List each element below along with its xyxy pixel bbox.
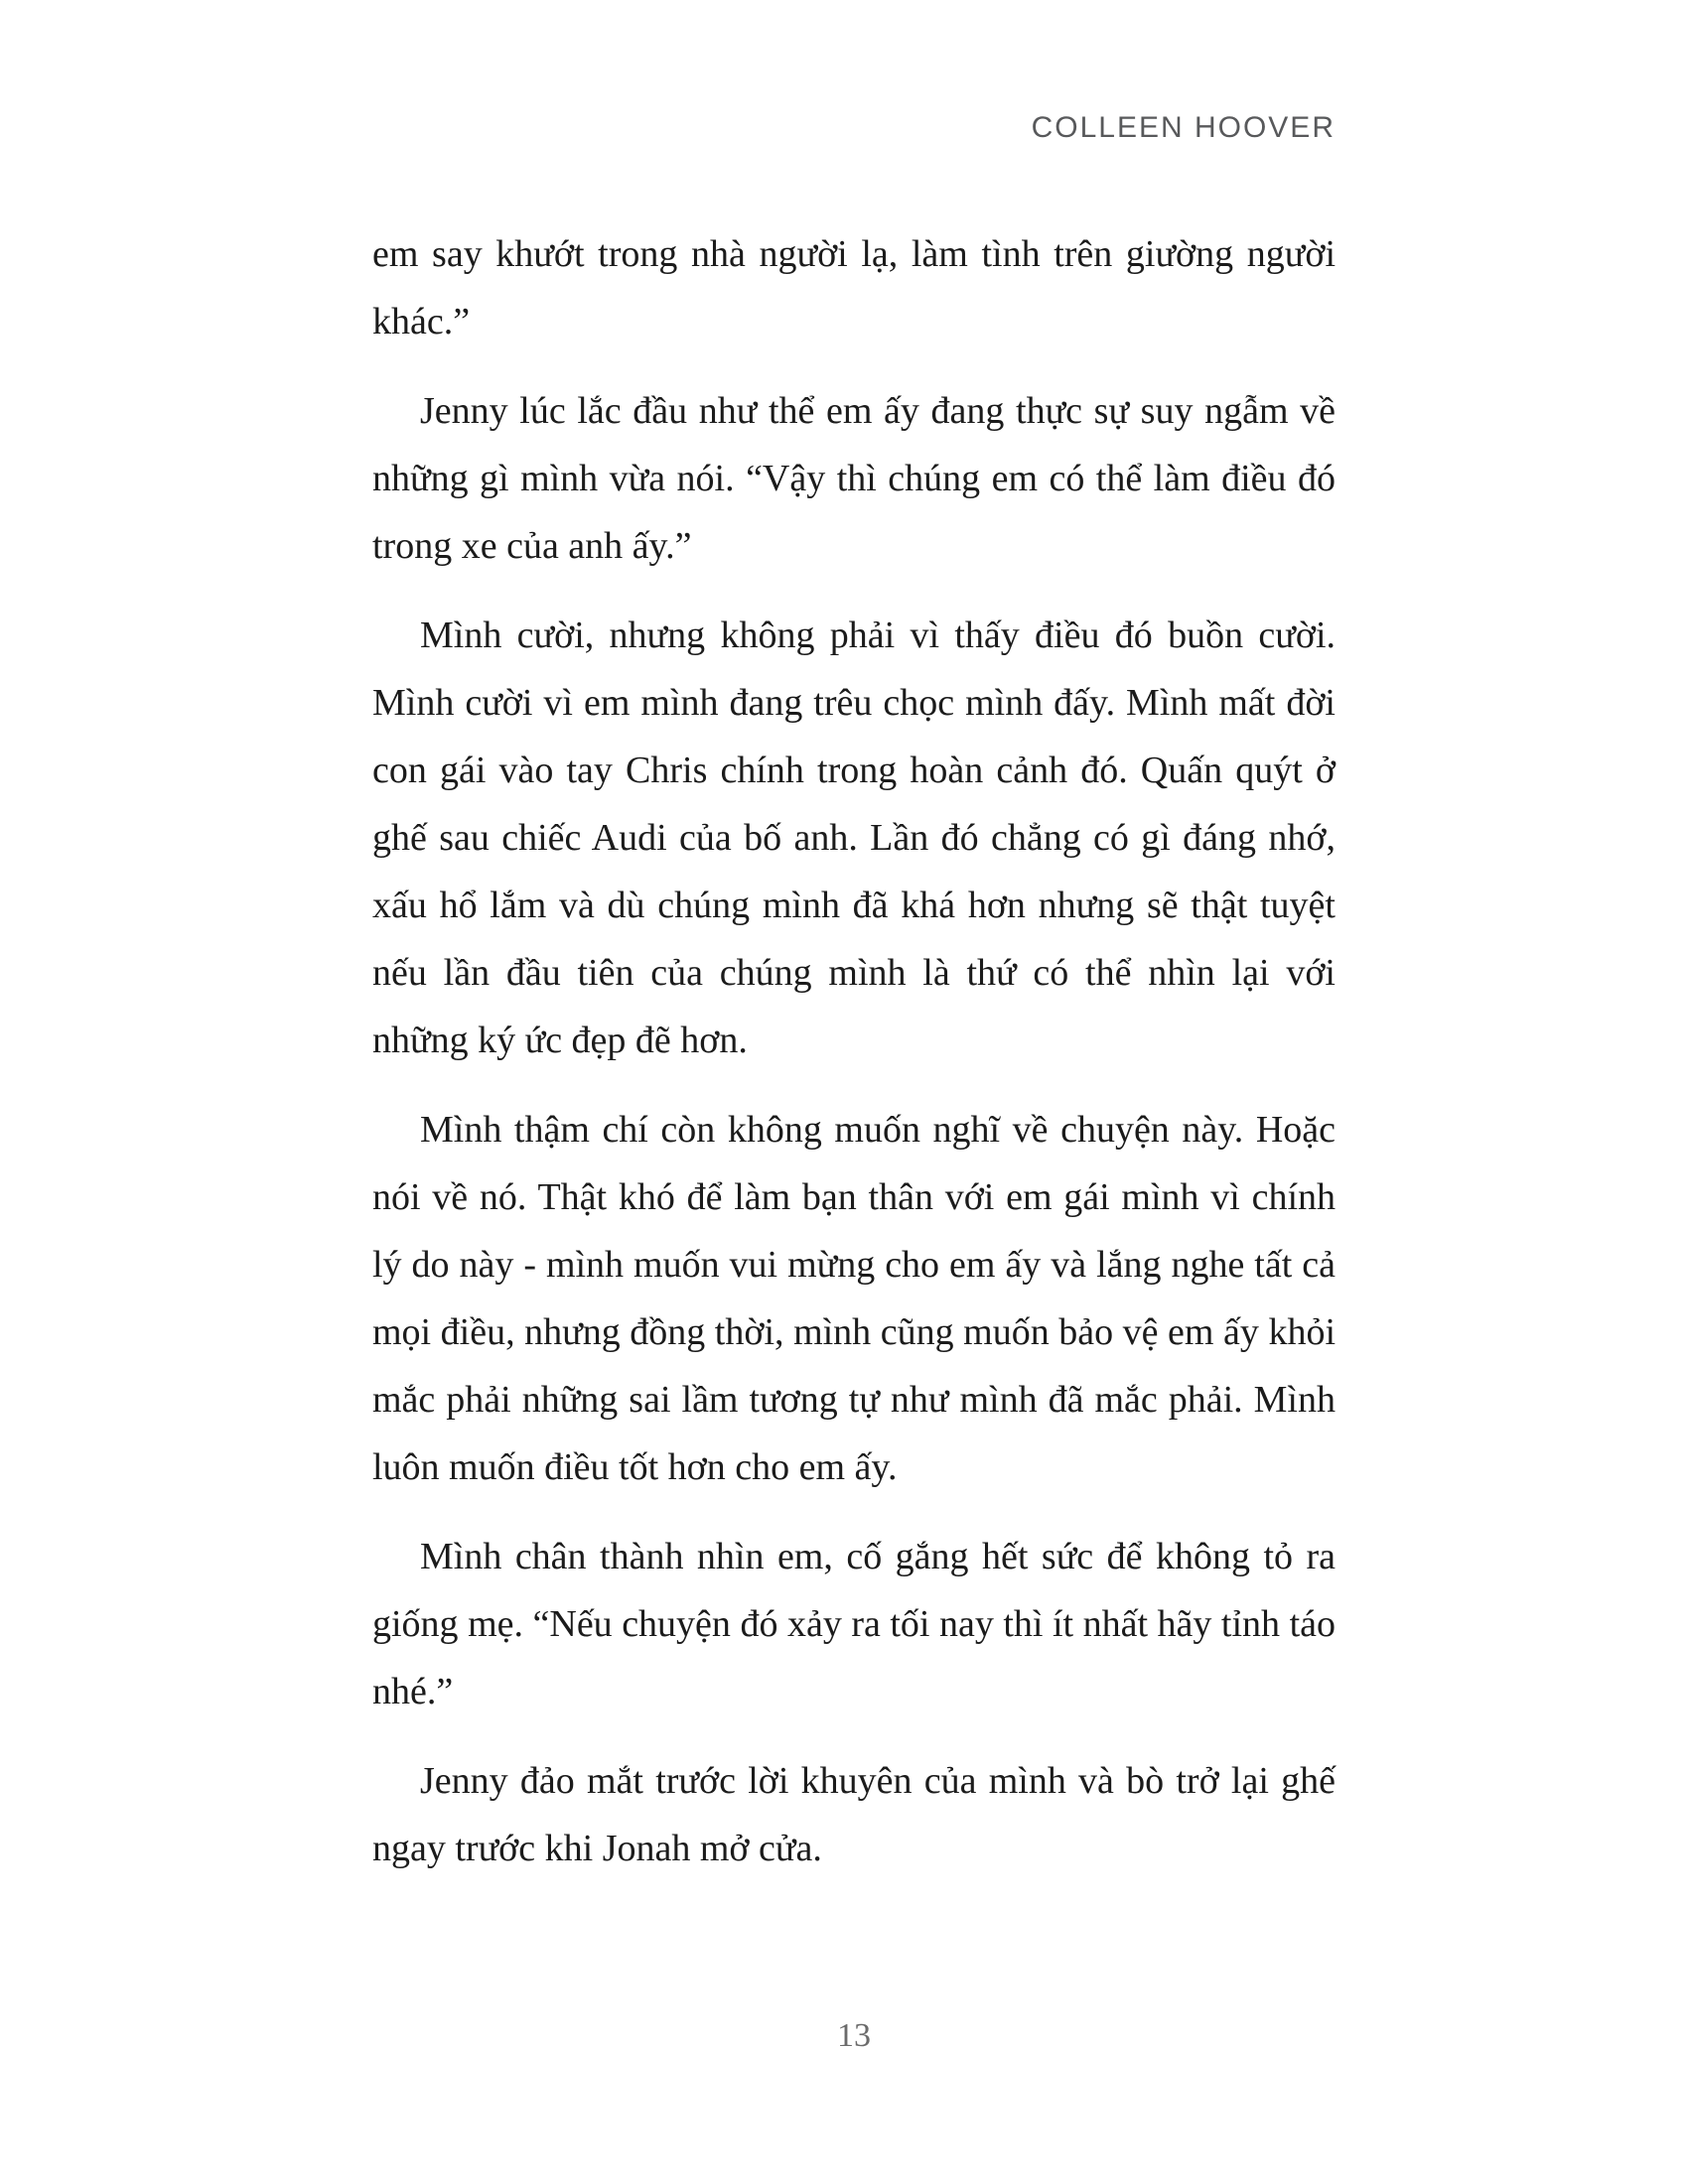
running-header-author: COLLEEN HOOVER <box>1031 111 1336 144</box>
paragraph: Jenny đảo mắt trước lời khuyên của mình và bò trở lại ghế ngay trước khi Jonah mở cửa. <box>372 1760 1336 1869</box>
paragraph: Mình chân thành nhìn em, cố gắng hết sức để không tỏ ra giống mẹ. “Nếu chuyện đó xảy ra tối nay thì ít nhất hãy tỉnh táo nhé.” <box>372 1536 1336 1712</box>
paragraph: Mình thậm chí còn không muốn nghĩ về chuyện này. Hoặc nói về nó. Thật khó để làm bạn thân với em gái mình vì chính lý do này - mình muốn vui mừng cho em ấy và lắng nghe tất cả mọi điều, nhưng đồng thời, mình cũng muốn bảo vệ em ấy khỏi mắc phải những sai lầm tương tự như mình đã mắc phải. Mình luôn muốn điều tốt hơn cho em ấy. <box>372 1109 1336 1488</box>
body-text <box>372 220 1336 1904</box>
paragraph: Mình cười, nhưng không phải vì thấy điều đó buồn cười. Mình cười vì em mình đang trêu chọc mình đấy. Mình mất đời con gái vào tay Chris chính trong hoàn cảnh đó. Quấn quýt ở ghế sau chiếc Audi của bố anh. Lần đó chẳng có gì đáng nhớ, xấu hổ lắm và dù chúng mình đã khá hơn nhưng sẽ thật tuyệt nếu lần đầu tiên của chúng mình là thứ có thể nhìn lại với những ký ức đẹp đẽ hơn. <box>372 614 1336 1061</box>
paragraph: em say khướt trong nhà người lạ, làm tình trên giường người khác.” <box>372 233 1336 342</box>
paragraph: Jenny lúc lắc đầu như thể em ấy đang thực sự suy ngẫm về những gì mình vừa nói. “Vậy thì chúng em có thể làm điều đó trong xe của anh ấy.” <box>372 390 1336 567</box>
page-number: 13 <box>837 2017 871 2054</box>
